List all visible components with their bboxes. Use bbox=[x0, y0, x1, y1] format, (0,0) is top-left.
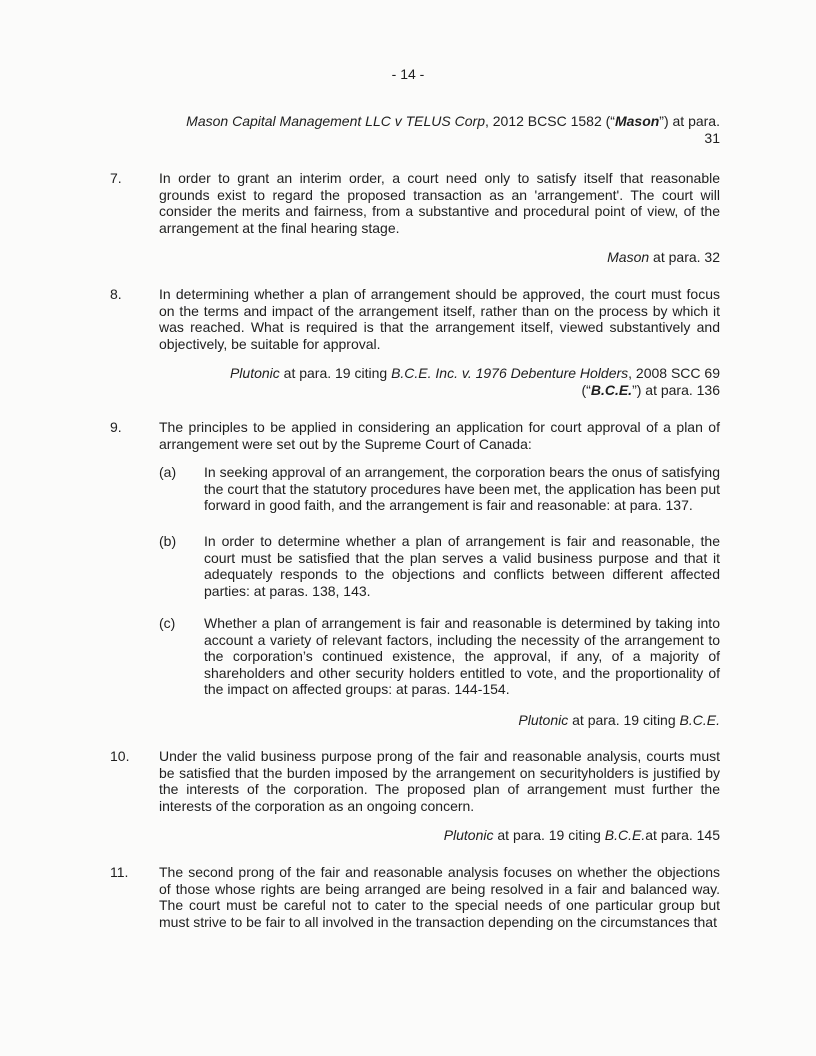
paragraph-9: The principles to be applied in considering an application for court approval of a plan of arrangement were set out by the Supreme Court of Canada: bbox=[159, 419, 720, 452]
paragraph-number: 10. bbox=[110, 748, 130, 764]
citation-plutonic-para145: Plutonic at para. 19 citing B.C.E.at para. 145 bbox=[443, 827, 720, 843]
citation-mason: Mason Capital Management LLC v TELUS Corp, 2012 BCSC 1582 (“Mason”) at para. 31 bbox=[186, 113, 720, 146]
citation-plutonic-bce: Plutonic at para. 19 citing B.C.E. Inc. v. 1976 Debenture Holders, 2008 SCC 69 (“B.C.E.”) at para. 136 bbox=[229, 365, 720, 398]
list-item-c: Whether a plan of arrangement is fair and reasonable is determined by taking into account a variety of relevant factors, including the necessity of the arrangement to the corporation’s continued existence, the approval, if any, of a majority of shareholders and other security holders entitled to vote, and the proportionality of the impact on affected groups: at paras. 144-154. bbox=[204, 615, 720, 698]
paragraph-11: The second prong of the fair and reasonable analysis focuses on whether the objections of those whose rights are being arranged are being resolved in a fair and balanced way. The court must be careful not to cater to the special needs of one particular group but must strive to be fair to all involved in the transaction depending on the circumstances that bbox=[159, 864, 720, 930]
paragraph-10: Under the valid business purpose prong of the fair and reasonable analysis, courts must be satisfied that the burden imposed by the arrangement on securityholders is justified by the interests of the corporation. The proposed plan of arrangement must further the interests of the corporation as an ongoing concern. bbox=[159, 748, 720, 814]
list-item-a: In seeking approval of an arrangement, the corporation bears the onus of satisfying the court that the statutory procedures have been met, the application has been put forward in good faith, and the arrangement is fair and reasonable: at para. 137. bbox=[204, 464, 721, 514]
paragraph-number: 11. bbox=[110, 864, 129, 880]
citation-plutonic: Plutonic at para. 19 citing B.C.E. bbox=[518, 712, 720, 728]
page-number: - 14 - bbox=[391, 66, 425, 82]
case-name: Mason Capital Management LLC v TELUS Corp bbox=[186, 113, 485, 129]
list-label: (a) bbox=[159, 464, 177, 480]
list-label: (c) bbox=[159, 615, 176, 631]
paragraph-number: 8. bbox=[110, 286, 122, 302]
paragraph-8: In determining whether a plan of arrangement should be approved, the court must focus on the terms and impact of the arrangement itself, rather than on the process by which it was reached. What is required is that the arrangement itself, viewed substantively and objectively, be suitable for approval. bbox=[159, 286, 720, 352]
paragraph-number: 9. bbox=[110, 419, 122, 435]
list-item-b: In order to determine whether a plan of arrangement is fair and reasonable, the court must be satisfied that the plan serves a valid business purpose and that it adequately responds to the objections and conflicts between different affected parties: at paras. 138, 143. bbox=[204, 533, 720, 599]
short-name: Mason bbox=[614, 113, 660, 129]
paragraph-number: 7. bbox=[110, 170, 122, 186]
citation-mason-para32: Mason at para. 32 bbox=[607, 249, 720, 265]
list-label: (b) bbox=[159, 533, 177, 549]
paragraph-7: In order to grant an interim order, a court need only to satisfy itself that reasonable grounds exist to regard the proposed transaction as an 'arrangement'. The court will consider the merits and fairness, from a substantive and procedural point of view, of the arrangement at the final hearing stage. bbox=[159, 170, 720, 236]
